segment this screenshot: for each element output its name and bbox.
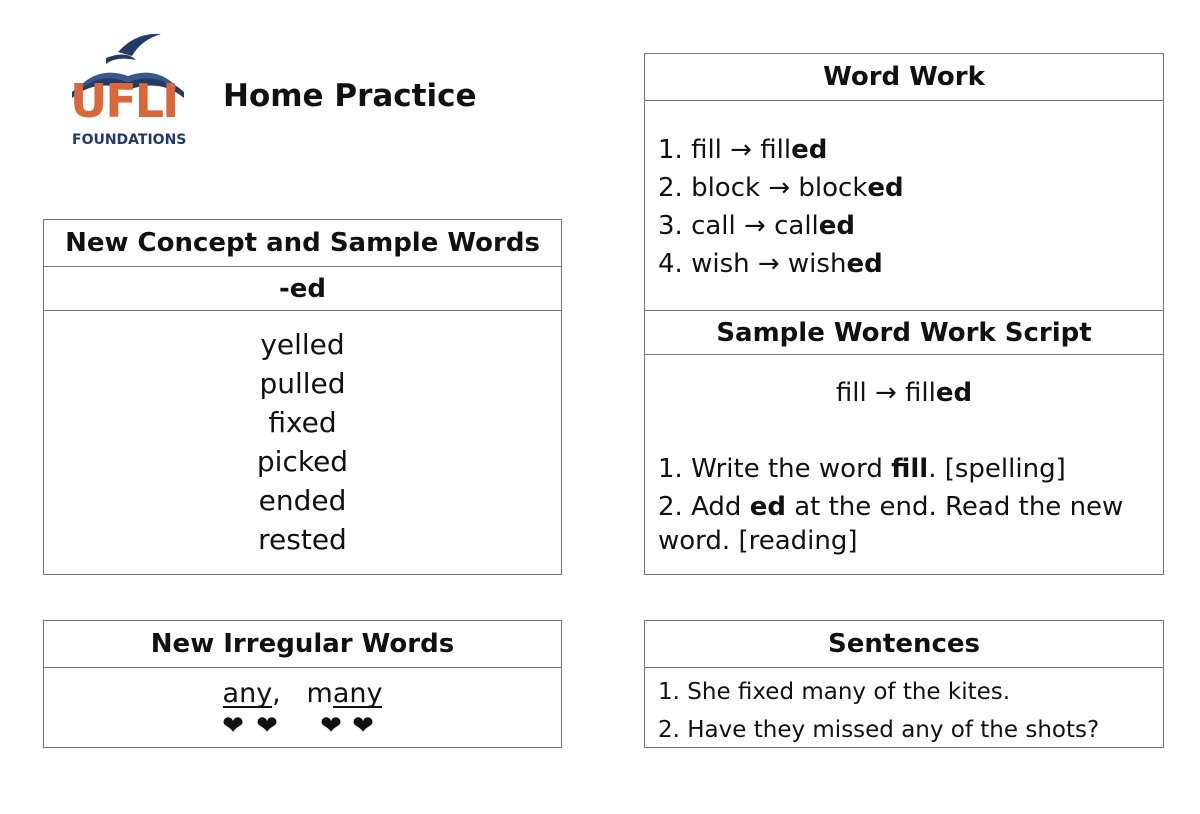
- sentences-title: Sentences: [645, 621, 1163, 668]
- sample-word: ended: [258, 484, 347, 517]
- script-step-2: 2. Add ed at the end. Read the new: [658, 492, 1124, 522]
- concept-title: New Concept and Sample Words: [44, 220, 561, 267]
- new-concept-box: [43, 219, 562, 575]
- word-work-box: [644, 53, 1164, 575]
- word-work-item: 2. block → blocked: [658, 173, 904, 203]
- irregular-word-any: any,: [222, 678, 281, 709]
- irregular-word-row: [44, 679, 561, 709]
- page-title: Home Practice: [223, 78, 477, 114]
- heart-row: [220, 713, 420, 741]
- word-work-list: [658, 131, 904, 283]
- heart-icon: ❤: [222, 711, 244, 741]
- script-steps: [658, 450, 1158, 560]
- irregular-word-many: many: [306, 678, 383, 709]
- heart-icon: ❤: [352, 711, 374, 741]
- concept-pattern: -ed: [44, 267, 561, 311]
- heart-icon: ❤: [320, 711, 342, 741]
- word-work-title: Word Work: [645, 54, 1163, 101]
- script-step-2-cont: word. [reading]: [658, 526, 858, 556]
- script-example: fill → filled: [835, 378, 973, 408]
- sentence-item: 1. She fixed many of the kites.: [658, 679, 1011, 705]
- irregular-words-box: [43, 620, 562, 748]
- logo-sub-text: FOUNDATIONS: [72, 132, 187, 148]
- logo-main-text: UFLI: [70, 74, 178, 128]
- sample-word: yelled: [260, 328, 345, 361]
- word-work-item: 1. fill → filled: [658, 135, 828, 165]
- script-title: Sample Word Work Script: [645, 310, 1163, 355]
- script-step-1: 1. Write the word fill. [spelling]: [658, 454, 1066, 484]
- word-work-item: 3. call → called: [658, 211, 856, 241]
- sentence-list: [658, 673, 1099, 749]
- sample-word: fixed: [268, 406, 337, 439]
- word-work-item: 4. wish → wished: [658, 249, 883, 279]
- sentence-item: 2. Have they missed any of the shots?: [658, 717, 1100, 743]
- sample-word-list: [44, 326, 561, 560]
- sample-word: pulled: [259, 367, 346, 400]
- sample-word: picked: [256, 445, 349, 478]
- sample-word: rested: [258, 523, 347, 556]
- ufli-logo: [66, 30, 191, 155]
- sentences-box: [644, 620, 1164, 748]
- heart-icon: ❤: [256, 711, 278, 741]
- irregular-title: New Irregular Words: [44, 621, 561, 668]
